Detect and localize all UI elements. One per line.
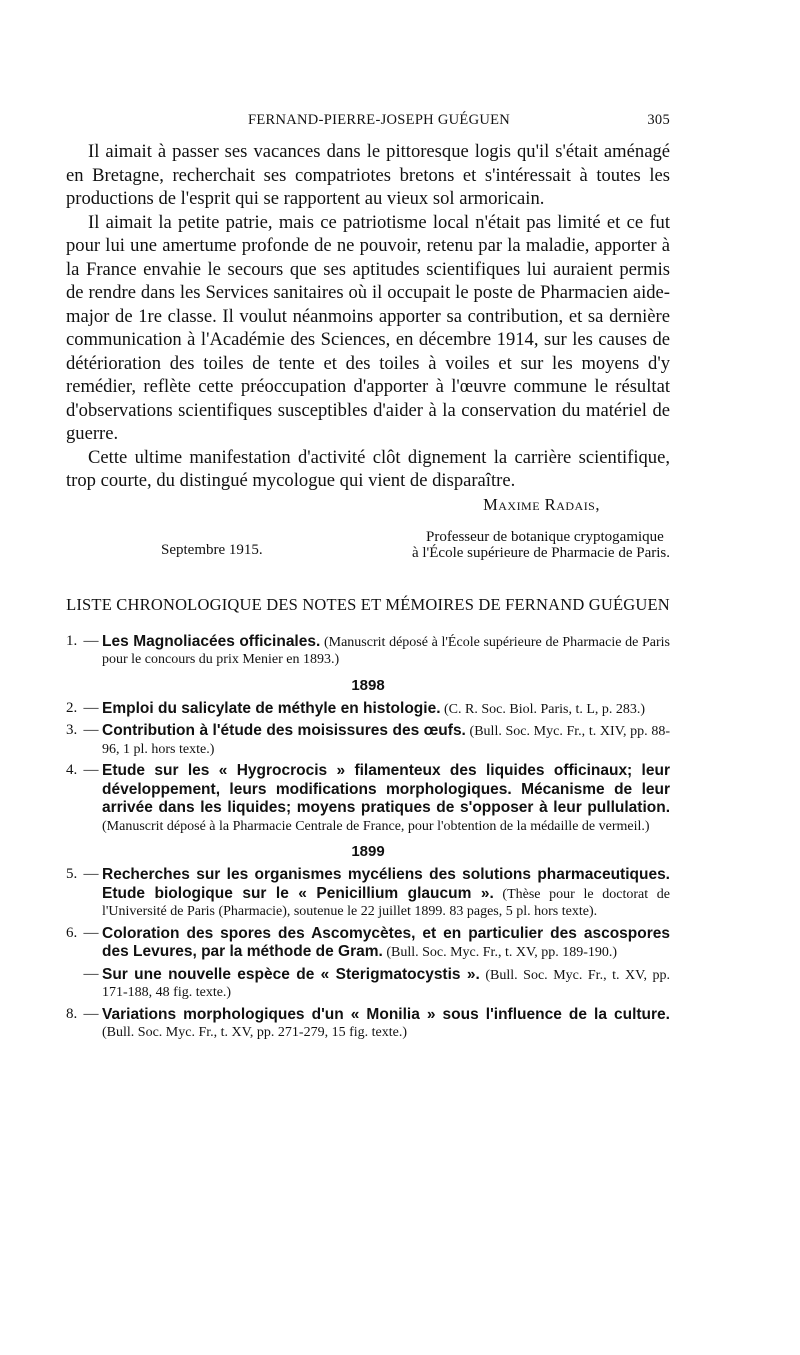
entry-body <box>102 762 670 835</box>
entry-number: 8. <box>66 1005 78 1022</box>
affiliation-line: Professeur de botanique cryptogamique <box>425 528 664 545</box>
entry-body <box>102 633 670 669</box>
year-heading: 1899 <box>351 843 385 860</box>
entry-body <box>102 700 670 719</box>
entry-number: 4. <box>66 762 78 778</box>
entry-reference: (Manuscrit déposé à l'École supérieure de Pharmacie de Paris pour le concours du prix Menier en 1893.) <box>102 634 670 667</box>
paragraph: Cette ultime manifestation d'activité clôt dignement la carrière scientifique, trop courte, du distingué mycologue qui vient de disparaître. <box>66 446 670 491</box>
entry-title: Emploi du salicylate de méthyle en histologie. <box>102 699 441 717</box>
bibliography-entry <box>66 1006 670 1042</box>
entry-number: 2. <box>66 699 78 716</box>
entry-dash: — <box>83 762 99 778</box>
entry-title: Les Magnoliacées officinales. <box>102 632 321 650</box>
entry-number: 5. <box>66 866 78 882</box>
entry-number: 6. <box>66 924 78 941</box>
entry-reference: (Bull. Soc. Myc. Fr., t. XV, pp. 171-188, 48 fig. texte.) <box>102 967 670 1000</box>
affiliation-line: à l'École supérieure de Pharmacie de Paris. <box>411 544 670 561</box>
list-title: LISTE CHRONOLOGIQUE DES NOTES ET MÉMOIRES DE FERNAND GUÉGUEN <box>66 594 670 614</box>
entry-dash: — <box>83 632 99 649</box>
entry-title: Coloration des spores des Ascomycètes, et en particulier des ascospores des Levures, par la méthode de Gram. <box>102 924 670 960</box>
entry-dash: — <box>83 866 99 882</box>
entry-number: 1. <box>66 632 78 649</box>
entry-list <box>66 633 670 669</box>
page-content <box>66 112 670 1046</box>
entry-body <box>102 722 670 758</box>
entry-reference: (Bull. Soc. Myc. Fr., t. XV, pp. 271-279, 15 fig. texte.) <box>102 1025 408 1040</box>
paragraph: Il aimait la petite patrie, mais ce patriotisme local n'était pas limité et ce fut pour lui une amertume profonde de ne pouvoir, retenu par la maladie, apporter à la France envahie le secours que ses aptitudes scientifiques lui auraient permis de rendre dans les Services sanitaires où il occupait le poste de Pharmacien aide-major de 1re classe. Il voulut néanmoins apporter sa contribution, et sa dernière communication à l'Académie des Sciences, en décembre 1914, sur les causes de détérioration des toiles de tente et des toiles à voiles et sur les moyens d'y remédier, reflète cette préoccupation d'apporter à l'œuvre commune le résultat d'observations scientifiques susceptibles d'aider à la conservation du matériel de guerre. <box>66 211 670 444</box>
entry-title: Recherches sur les organismes mycéliens des solutions pharmaceutiques. Etude biologique sur le « Penicillium glaucum ». <box>102 866 670 902</box>
bibliography-entry <box>66 722 670 758</box>
paragraph: Il aimait à passer ses vacances dans le pittoresque logis qu'il s'était aménagé en Bretagne, recherchait ses compatriotes bretons et s'intéressait à toutes les productions de l'esprit qui se rapportent au vieux sol armoricain. <box>66 141 670 209</box>
running-header <box>66 112 670 134</box>
bibliography-entry <box>66 966 670 1002</box>
entry-reference: (Bull. Soc. Myc. Fr., t. XV, pp. 189-190.) <box>382 945 618 960</box>
running-title: FERNAND-PIERRE-JOSEPH GUÉGUEN <box>248 112 511 128</box>
signature-name: Maxime Radais, <box>483 494 600 514</box>
entry-reference: (Thèse pour le doctorat de l'Université de Paris (Pharmacie), soutenue le 22 juillet 1899. 83 pages, 5 pl. hors texte). <box>102 886 670 919</box>
entry-dash: — <box>83 722 99 738</box>
entry-title: Variations morphologiques d'un « Monilia » sous l'influence de la culture. <box>102 1005 670 1023</box>
entry-dash: — <box>83 699 99 716</box>
signature <box>66 495 600 519</box>
entry-dash: — <box>83 924 99 941</box>
bibliography-entry <box>66 633 670 669</box>
affiliation <box>412 529 670 561</box>
entry-title: Sur une nouvelle espèce de « Sterigmatocystis ». <box>102 965 480 983</box>
entry-dash: — <box>83 965 99 982</box>
bibliography-entry <box>66 866 670 921</box>
entry-reference: (C. R. Soc. Biol. Paris, t. L, p. 283.) <box>440 701 646 717</box>
entry-number <box>66 966 80 1002</box>
bibliography-entry <box>66 762 670 835</box>
entry-number: 3. <box>66 722 78 738</box>
affiliation-block <box>66 529 670 561</box>
entry-reference: (Manuscrit déposé à la Pharmacie Centrale de France, pour l'obtention de la médaille de vermeil.) <box>102 818 650 834</box>
entry-body <box>102 966 670 1002</box>
year-heading: 1898 <box>351 676 385 694</box>
entry-body <box>102 1006 670 1042</box>
entry-list <box>66 700 670 836</box>
entry-reference: (Bull. Soc. Myc. Fr., t. XIV, pp. 88-96, 1 pl. hors texte.) <box>102 724 671 757</box>
entry-title: Etude sur les « Hygrocrocis » filamenteux des liquides officinaux; leur développement, leurs modifications morphologiques. Mécanisme de leur arrivée dans les liquides; moyens pratiques de s'opposer à leur pullulation. <box>102 762 670 816</box>
entry-list <box>66 866 670 1042</box>
page-number: 305 <box>647 112 670 128</box>
entry-title: Contribution à l'étude des moisissures des œufs. <box>102 722 466 739</box>
entry-body <box>102 866 670 921</box>
entry-dash: — <box>83 1005 99 1022</box>
date: Septembre 1915. <box>161 541 263 558</box>
entry-body <box>102 925 670 962</box>
bibliography-entry <box>66 700 670 719</box>
bibliography-entry <box>66 925 670 962</box>
